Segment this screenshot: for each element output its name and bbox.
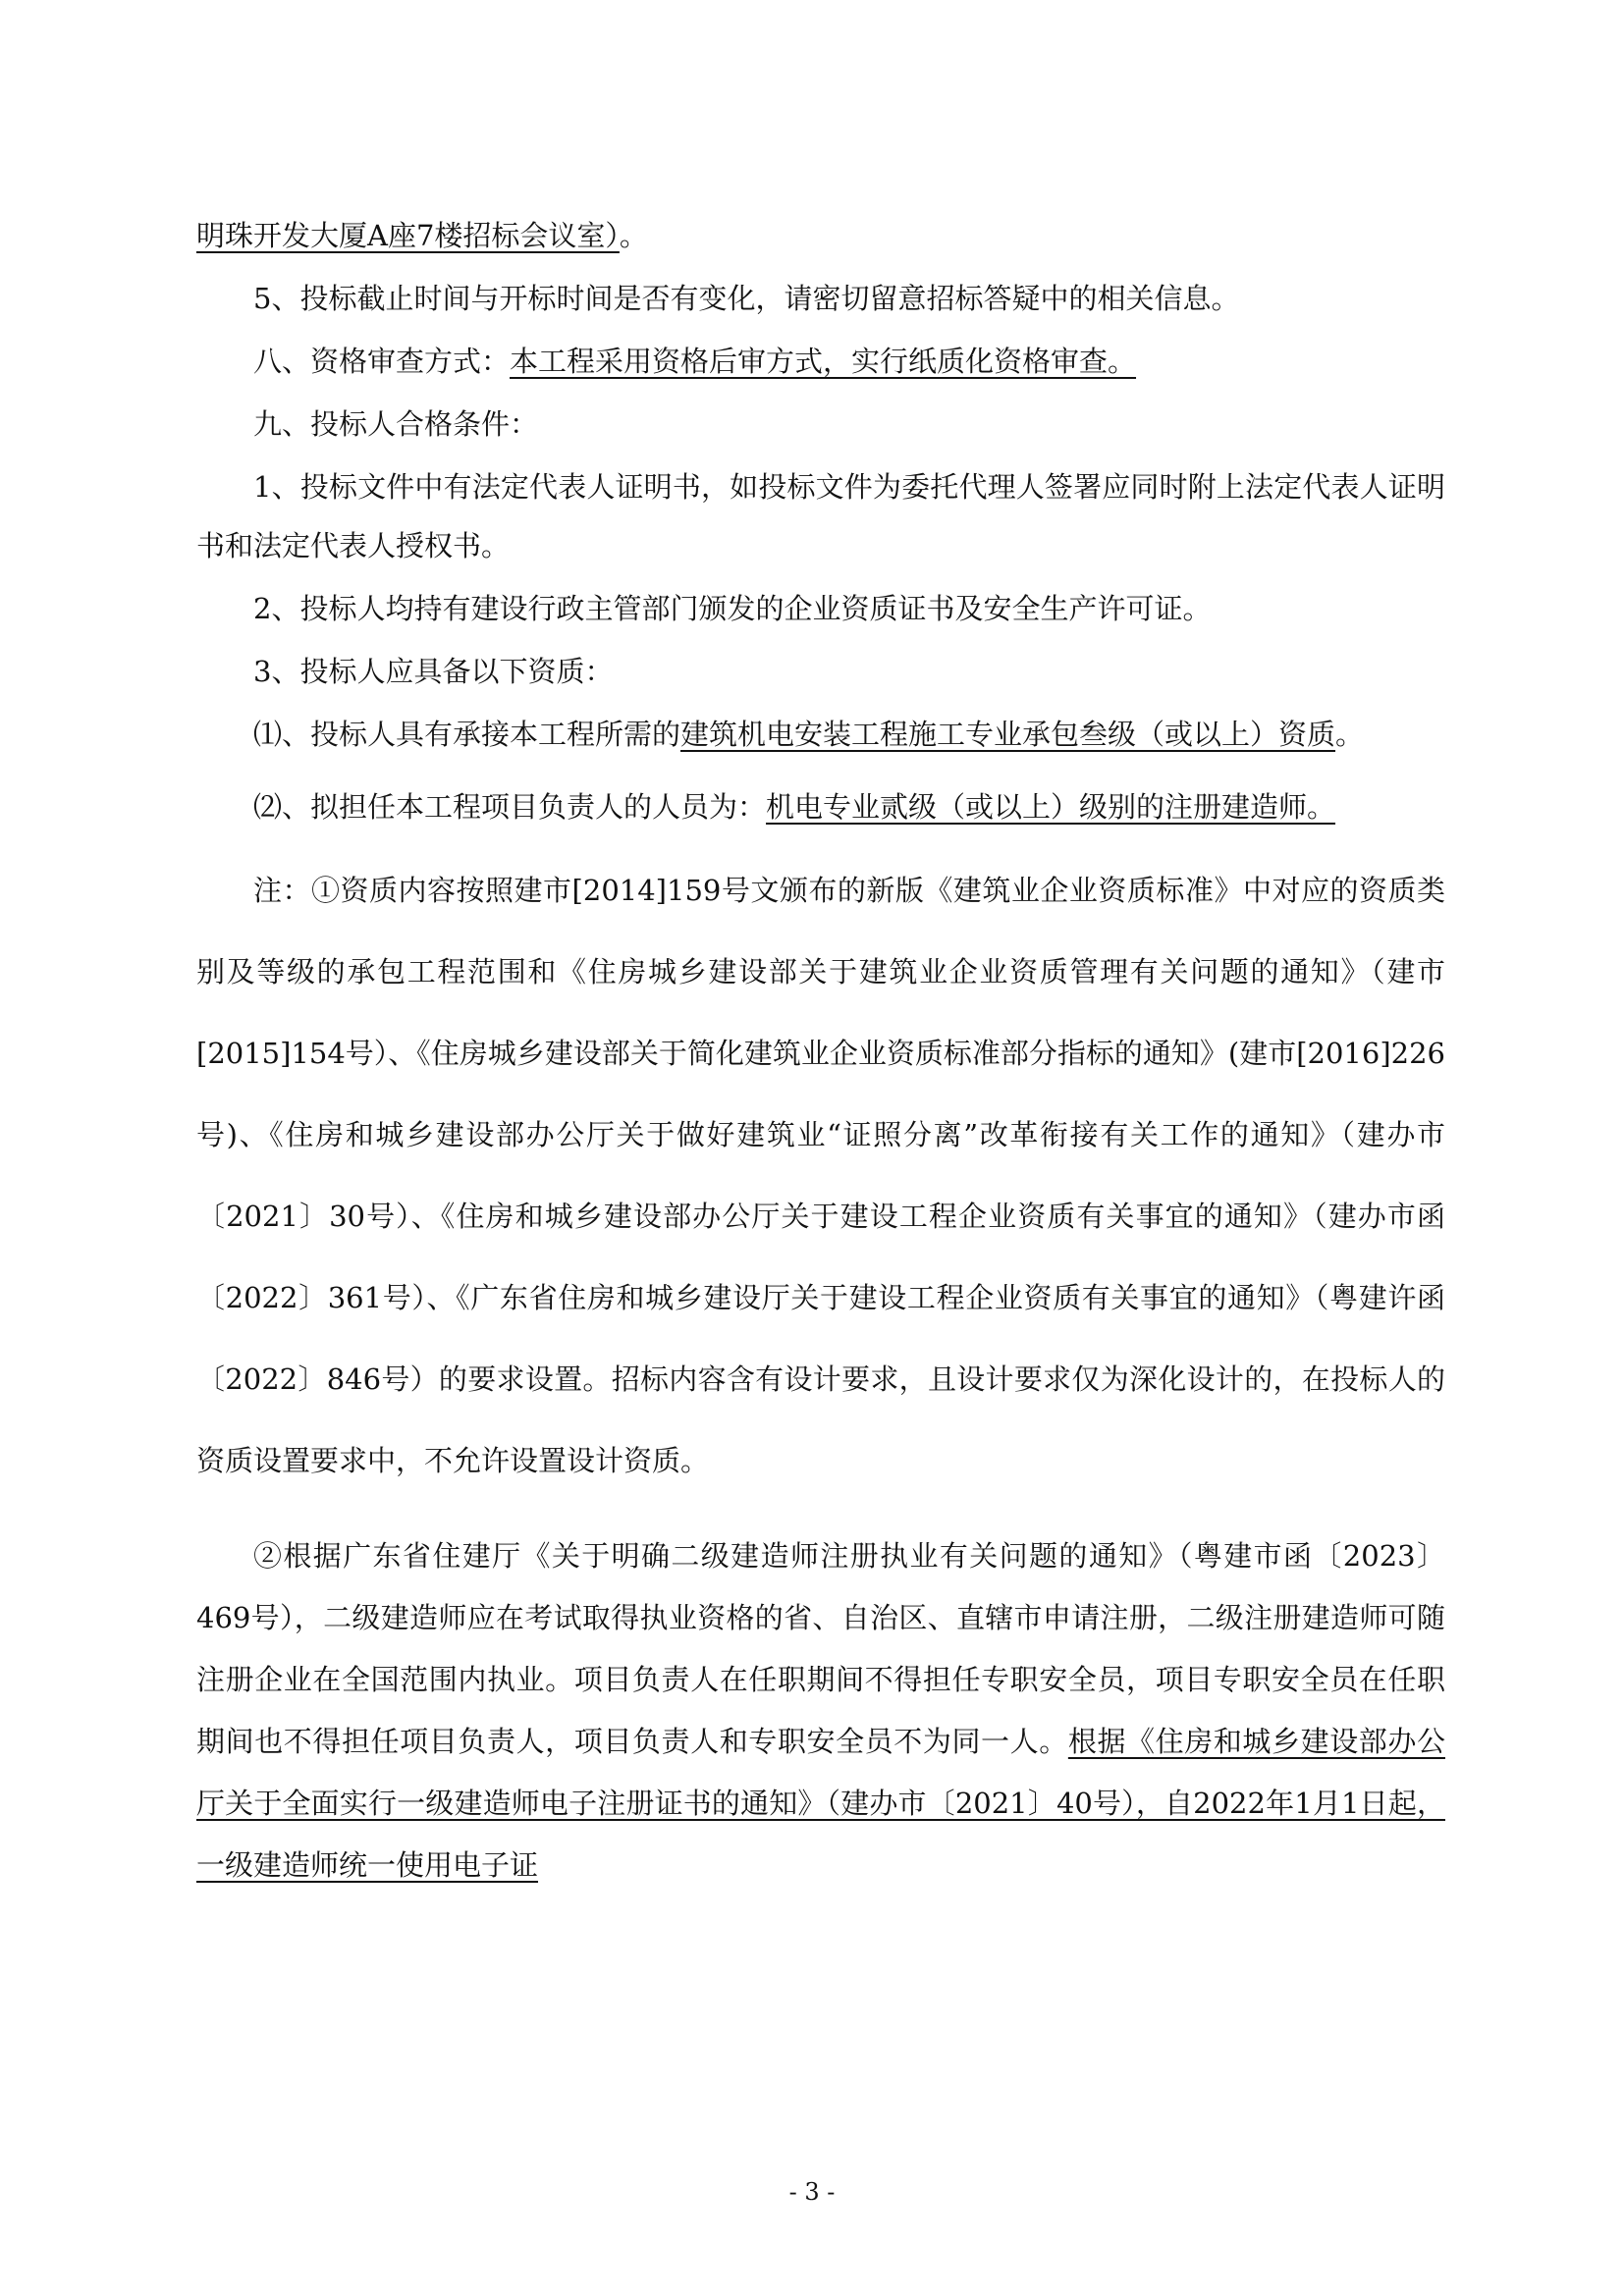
text-run: 。 xyxy=(619,219,648,252)
underlined-text: 本工程采用资格后审方式，实行纸质化资格审查。 xyxy=(510,345,1137,378)
paragraph-5 xyxy=(196,457,1445,575)
paragraph-11 xyxy=(196,1525,1445,1896)
paragraph-3 xyxy=(196,332,1445,391)
underlined-text: 明珠开发大厦A座7楼招标会议室） xyxy=(196,219,620,252)
paragraph-2 xyxy=(196,269,1445,328)
text-run: ⑴、投标人具有承接本工程所需的 xyxy=(253,718,681,751)
paragraph-8 xyxy=(196,705,1445,764)
paragraph-1 xyxy=(196,206,1445,265)
paragraph-10 xyxy=(196,850,1445,1502)
text-run: 5、投标截止时间与开标时间是否有变化，请密切留意招标答疑中的相关信息。 xyxy=(253,282,1240,315)
text-run: 九、投标人合格条件： xyxy=(253,407,539,441)
text-run: ②根据广东省住建厅《关于明确二级建造师注册执业有关问题的通知》（粤建市函〔2023〕469号），二级建造师应在考试取得执业资格的省、自治区、直辖市申请注册，二级注册建造师可随注册企业在全国范围内执业。项目负责人在任职期间不得担任专职安全员，项目专职安全员在任职期间也不得担任项目负责人，项目负责人和专职安全员不为同一人。 xyxy=(196,1539,1445,1758)
page-number: - 3 - xyxy=(788,2178,836,2206)
text-run: 3、投标人应具备以下资质： xyxy=(253,655,614,688)
text-run: 。 xyxy=(1335,718,1365,751)
text-run: 1、投标文件中有法定代表人证明书，如投标文件为委托代理人签署应同时附上法定代表人证明书和法定代表人授权书。 xyxy=(196,470,1445,562)
text-run: ⑵、拟担任本工程项目负责人的人员为： xyxy=(253,790,767,824)
document-body xyxy=(196,206,1445,1896)
text-run: 2、投标人均持有建设行政主管部门颁发的企业资质证书及安全生产许可证。 xyxy=(253,592,1212,625)
underlined-text: 建筑机电安装工程施工专业承包叁级（或以上）资质 xyxy=(680,718,1336,751)
text-run: 注：①资质内容按照建市[2014]159号文颁布的新版《建筑业企业资质标准》中对应的资质类别及等级的承包工程范围和《住房城乡建设部关于建筑业企业资质管理有关问题的通知》（建市[2015]154号）、《住房城乡建设部关于简化建筑业企业资质标准部分指标的通知》(建市[2016]226号)、《住房和城乡建设部办公厅关于做好建筑业“证照分离”改革衔接有关工作的通知》（建办市〔2021〕30号）、《住房和城乡建设部办公厅关于建设工程企业资质有关事宜的通知》（建办市函〔2022〕361号）、《广东省住房和城乡建设厅关于建设工程企业资质有关事宜的通知》（粤建许函〔2022〕846号）的要求设置。招标内容含有设计要求，且设计要求仅为深化设计的，在投标人的资质设置要求中，不允许设置设计资质。 xyxy=(196,874,1445,1477)
underlined-text: 根据《住房和城乡建设部办公厅关于全面实行一级建造师电子注册证书的通知》（建办市〔2021〕40号），自2022年1月1日起，一级建造师统一使用电子证 xyxy=(196,1725,1445,1882)
underlined-text: 机电专业贰级（或以上）级别的注册建造师。 xyxy=(766,790,1336,824)
text-run: 八、资格审查方式： xyxy=(253,345,511,378)
paragraph-9 xyxy=(196,777,1445,836)
paragraph-4 xyxy=(196,395,1445,454)
paragraph-6 xyxy=(196,579,1445,638)
paragraph-7 xyxy=(196,642,1445,701)
